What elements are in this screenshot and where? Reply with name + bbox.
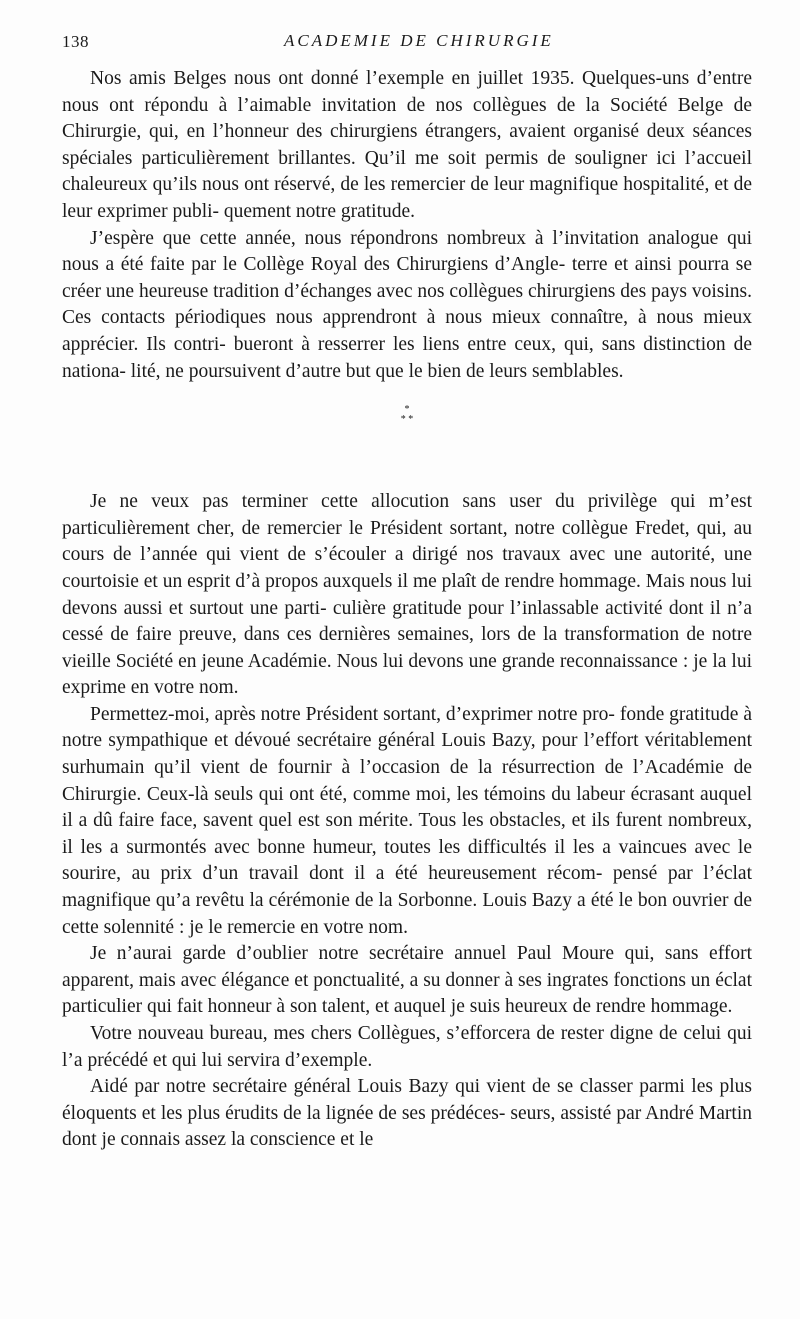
page-header	[62, 28, 752, 58]
paragraph: Je n’aurai garde d’oublier notre secrétaire annuel Paul Moure qui, sans effort apparent, mais avec élégance et ponctualité, a su donner à ses ingrates fonctions un éclat particulier qui fait honneur à son talent, et auquel je suis heureux de rendre hommage.	[62, 943, 752, 1018]
asterism-bottom: * *	[400, 414, 414, 426]
paragraph: Aidé par notre secrétaire général Louis Bazy qui vient de se classer parmi les plus éloquents et les plus érudits de la lignée de ses prédéces- seurs, assisté par André Martin dont je connais assez la conscience et le	[62, 1076, 752, 1151]
paragraph: Permettez-moi, après notre Président sortant, d’exprimer notre pro- fonde gratitude à notre sympathique et dévoué secrétaire général Louis Bazy, pour l’effort véritablement surhumain qu’il vient de fournir à l’occasion de la résurrection de l’Académie de Chirurgie. Ceux-là seuls qui ont été, comme moi, les témoins du labeur écrasant auquel il a dû faire face, savent quel est son mérite. Tous les obstacles, et ils furent nombreux, il les a surmontés avec bonne humeur, toutes les difficultés il les a vaincues avec le sourire, au prix d’un travail dont il a été heureusement récom- pensé par l’éclat magnifique qu’a revêtu la cérémonie de la Sorbonne. Louis Bazy a été le bon ouvrier de cette solennité : je le remercie en votre nom.	[62, 703, 752, 938]
running-title: ACADEMIE DE CHIRURGIE	[284, 31, 554, 50]
asterism-top: *	[404, 404, 410, 416]
paragraph: J’espère que cette année, nous répondrons nombreux à l’invitation analogue qui nous a été faite par le Collège Royal des Chirurgiens d’Angle- terre et ainsi pourra se créer une heureuse tradition d’échanges avec nos collègues chirurgiens des pays voisins. Ces contacts périodiques nous apprendront à nous mieux connaître, à nous mieux apprécier. Ils contri- bueront à resserrer les liens entre ceux, qui, sans distinction de nationa- lité, ne poursuivent d’autre but que le bien de leurs semblables.	[62, 227, 752, 382]
page-number: 138	[62, 32, 89, 51]
body-text	[62, 66, 752, 1154]
section-separator	[62, 385, 752, 489]
paragraph: Votre nouveau bureau, mes chers Collègues, s’efforcera de rester digne de celui qui l’a précédé et qui lui servira d’exemple.	[62, 1023, 752, 1071]
asterism	[392, 405, 422, 425]
paragraph: Nos amis Belges nous ont donné l’exemple en juillet 1935. Quelques-uns d’entre nous ont répondu à l’aimable invitation de nos collègues de la Société Belge de Chirurgie, qui, en l’honneur des chirurgiens étrangers, avaient organisé deux séances spéciales particulièrement brillantes. Qu’il me soit permis de souligner ici l’accueil chaleureux qu’ils nous ont réservé, de les remercier de leur magnifique hospitalité, et de leur exprimer publi- quement notre gratitude.	[62, 68, 752, 222]
paragraph: Je ne veux pas terminer cette allocution sans user du privilège qui m’est particulièrement cher, de remercier le Président sortant, notre collègue Fredet, qui, au cours de l’année qui vient de s’écouler a dirigé nos travaux avec une autorité, une courtoisie et un esprit d’à propos auxquels il me plaît de rendre hommage. Mais nous lui devons aussi et surtout une parti- culière gratitude pour l’inlassable activité dont il n’a cessé de faire preuve, dans ces dernières semaines, lors de la transformation de notre vieille Société en jeune Académie. Nous lui devons une grande reconnaissance : je la lui exprime en votre nom.	[62, 491, 752, 699]
